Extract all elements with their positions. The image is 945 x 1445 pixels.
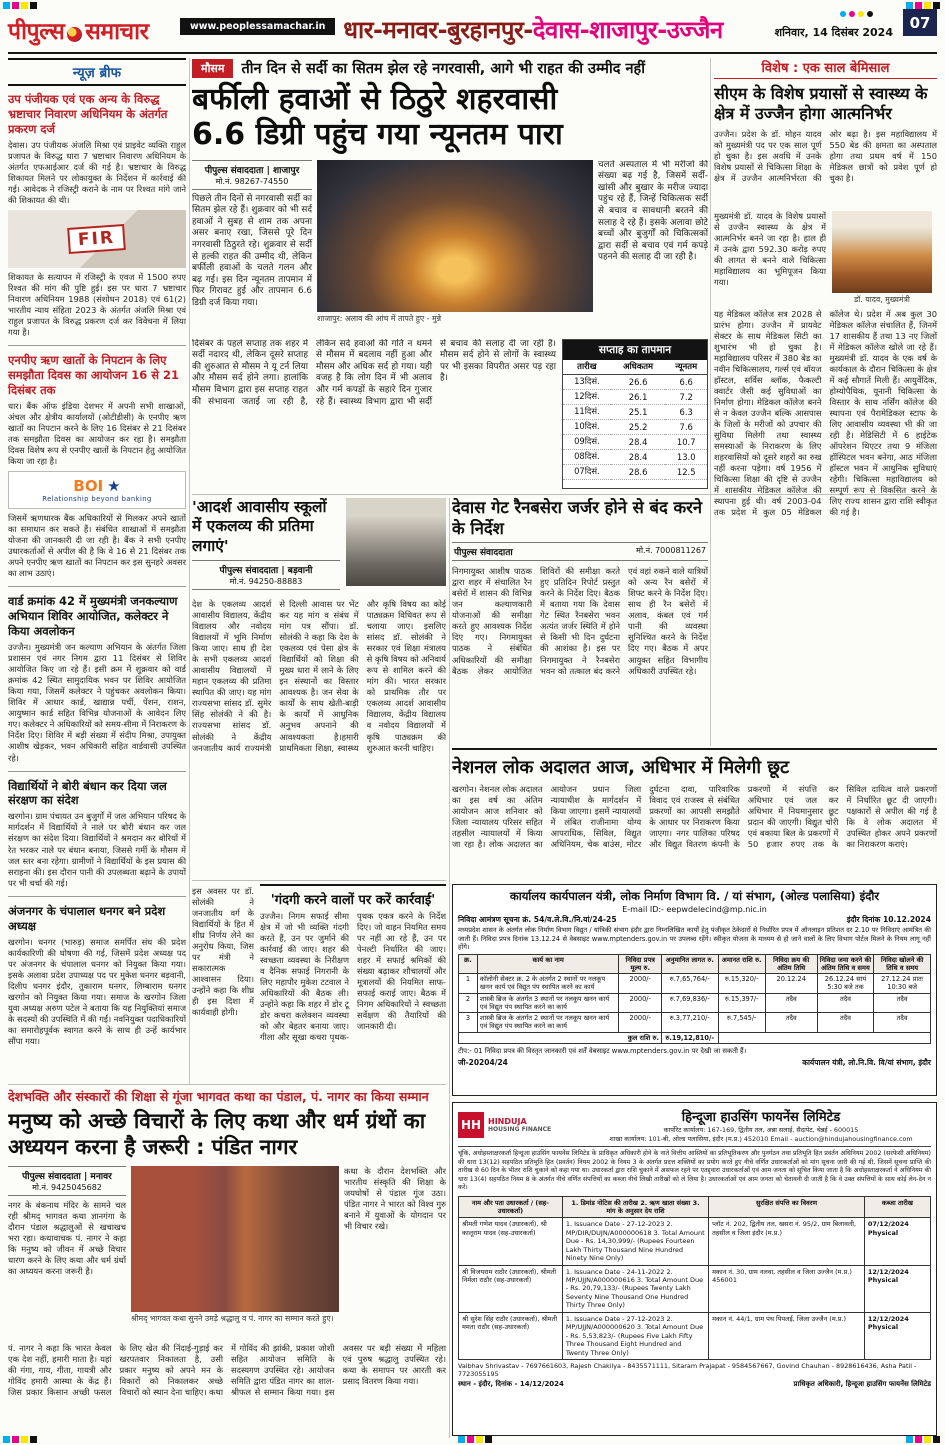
story-column [344, 1166, 446, 1338]
cleanliness-story [260, 884, 446, 1082]
borrower-name: श्री विजयराम राठौर (उधारकर्ता), श्रीमती निर्मला राठौर (सह-उधारकर्ता) [459, 1265, 563, 1312]
tender-cell: तदैव [874, 1013, 931, 1032]
reporter-phone: मो.नं. 7000811267 [636, 546, 706, 556]
possession-date-value: 07/12/2024 [867, 1220, 909, 1229]
story-bottom-row [192, 339, 708, 489]
temp-cell: 7.6 [665, 419, 707, 434]
possession-col-header: नाम और पता उधारकर्ता / (सह-उधारकर्ता) [459, 1196, 563, 1218]
tender-cell: 2000/- [619, 993, 661, 1012]
tender-place-date: इंदौर दिनांक 10.12.2024 [846, 915, 931, 924]
news-brief-column [8, 58, 186, 1084]
article-body: कथा के दौरान देशभक्ति और भारतीय संस्कृति की शिक्षा के जयघोषों से पंडाल गूंज उठा। पंडित नागर ने भारत को विश्व गुरु बनाने में युवाओं के योगदान पर भी विचार रखे। [344, 1166, 446, 1232]
possession-col-header: सुरक्षित संपत्ति का विवरण [709, 1196, 865, 1218]
divider [8, 586, 186, 587]
reporter-phone: मो.नं. 98267-74550 [215, 176, 289, 186]
weather-story [192, 58, 708, 492]
region-names-dark: धार-मनावर-बुरहानपुर- [343, 16, 533, 44]
tender-col-header: निविदा प्रपत्र मूल्य रु. [619, 954, 661, 973]
article-body: पिछले तीन दिनों से नगरवासी सर्दी का सितम झेल रहे हैं। शुक्रवार को भी सर्द हवाओं ने सुबह से शाम तक अपना असर बनाए रखा, जिससे पूरे दिन नगरवासी ठिठुरते रहे। शुक्रवार से सर्दी से हल्की राहत की उम्मीद थी, लेकिन बर्फीली हवाओं के चलते गलन और बढ़ गई। इस दिन न्यूनतम तापमान में फिर गिरावट हुई और तापमान 6.6 डिग्री दर्ज किया गया। [192, 193, 312, 309]
hinduja-brand-line1: HINDUJA [488, 1116, 527, 1126]
photo-caption: डॉ. यादव, मुख्यमंत्री [854, 295, 910, 304]
adarsh-story-continued: इस अवसर पर डॉ. सोलंकी ने जनजातीय वर्ग के विद्यार्थियों के हित में शीघ्र निर्णय लेने का अनुरोध किया, जिस पर मंत्री ने सकारात्मक आश्वासन दिया। उन्होंने कहा कि शीघ्र ही इस दिशा में कार्यवाही होगी। [192, 886, 254, 1018]
tender-notice-number: निविदा आमंत्रण सूचना क्रं. 54/व.ले.वि./नि.यां/24-25 [458, 915, 617, 924]
temp-cell: 10दिसं. [563, 419, 611, 434]
brief-article-dhangar-president [8, 904, 186, 1047]
adarsh-schools-story [192, 498, 446, 878]
tender-ref-number: जी-20204/24 [458, 1057, 508, 1067]
temp-cell: 26.1 [611, 389, 666, 404]
weather-photo [317, 160, 593, 334]
tender-col-header: निविदा खोलने की तिथि व समय [874, 954, 931, 973]
registration-marks-bottom-center [458, 1436, 492, 1443]
page-number: 07 [903, 9, 937, 36]
brief-article-registrar-fir [8, 92, 186, 338]
fir-label: FIR [68, 224, 127, 254]
byline [452, 542, 708, 561]
possession-mode: Physical [867, 1323, 899, 1332]
article-body: पं. नागर ने कहा कि भारत केवल एक देश नहीं, हमारी माता है। यहां की गंगा, गाय, गीता, गायत्री और गोविंद हमारी आस्था के केंद्र हैं। जिस प्रकार किसान अच्छी फसल के लिए खेत की निंदाई-गुड़ाई कर खरपतवार निकालता है, उसी प्रकार मनुष्य को अपने मन के विकारों को निकालकर अच्छे विचारों को स्थान देना चाहिए। कथा में गोविंद की झांकी, प्रकाश जोशी सहित आयोजन समिति के सदस्यगण उपस्थित रहे। आयोजन समिति द्वारा पंडित नागर का शाल-श्रीफल से सम्मान किया गया। इस अवसर पर बड़ी संख्या में महिला एवं पुरुष श्रद्धालु उपस्थित रहे। कथा के समापन पर आरती कर प्रसाद वितरण किया गया। [8, 1343, 446, 1398]
meeting-photo-image [346, 498, 446, 586]
story-column [192, 160, 312, 334]
temp-cell: 25.1 [611, 404, 666, 419]
column-rule [449, 498, 450, 1438]
tender-total-value: रु.19,12,810/- [661, 1032, 718, 1043]
property-details: मकान नं. 30, ग्राम नलवा, तहसील व जिला उज्जैन (म.प्र.) 456001 [709, 1265, 865, 1312]
hinduja-contacts: Vaibhav Shrivastav - 7697661603, Rajesh Chakilya - 8435571111, Sitaram Prajapat - 9584567667, Govind Chauhan - 8928616436, Asha Patil - 7723055195 [458, 1361, 917, 1378]
temp-header-cell: अधिकतम [611, 360, 666, 375]
star-icon: ★ [107, 477, 121, 496]
notice-place-date: स्थान - इंदौर, दिनांक - 14/12/2024 [458, 1379, 564, 1388]
tender-cell: कॉलोनी सेक्टर क्र. 2 के अंतर्गत 2 स्थानों पर नलकूप खनन कार्य एवं विद्युत पंप स्थापित करने का कार्य [477, 974, 619, 993]
hinduja-auction-notice [452, 1102, 937, 1436]
tender-col-header: अनुमानित लागत रु. [661, 954, 718, 973]
hinduja-address-2: शाखा कार्यालय: 101-बी, ओल्ड पलासिया, इंदौर (म.प्र.) 452010 Email - auction@hindujahousingfinance.com [609, 1135, 913, 1143]
temp-cell: 28.4 [611, 449, 666, 464]
demand-details: 1. Issuance Date - 27-12-2023 2. MP/UJJN/A000000620 3. Total Amount Due - Rs. 5,53,823/- (Rupees Five Lakh Fifty Three Thousand Eight Hundred and Twenty Three Only) [562, 1312, 708, 1359]
table-row [563, 389, 707, 404]
possession-date-value: 12/12/2024 [867, 1314, 909, 1323]
temp-cell: 12दिसं. [563, 389, 611, 404]
tender-cell: 20.12.24 [765, 974, 817, 993]
tender-table [458, 954, 931, 1044]
section-rule [8, 1084, 446, 1085]
reporter-byline: पीपुल्स संवाददाता | मनावर [22, 1172, 112, 1183]
story-header-row [192, 498, 446, 594]
tender-col-header: निविदा क्रय की अंतिम तिथि [765, 954, 817, 973]
article-headline: एनपीए ऋण खातों के निपटान के लिए समझौता दिवस का आयोजन 16 से 21 दिसंबर तक [8, 353, 180, 398]
edition-regions [308, 13, 758, 46]
hinduja-legal-text: चूंकि, अधोहस्ताक्षरकर्ता हिन्दूजा हाउसिंग फायनेंस लिमिटेड के प्राधिकृत अधिकारी होने के नाते वित्तीय आस्तियों का प्रतिभूतिकरण और पुनर्गठन तथा प्रतिभूति हित प्रवर्तन अधिनियम 2002 (सरफेसी अधिनियम) की धारा 13(12) सहपठित प्रतिभूति हित (प्रवर्तन) नियम 2002 के नियम 3 के अंतर्गत प्रदत्त शक्तियों का प्रयोग करते हुए नीचे वर्णित उधारकर्ताओं को मांग सूचना जारी की गई थी, जिसमें सूचना प्राप्ति की तारीख से 60 दिन के भीतर राशि चुकाने को कहा गया था। उधारकर्ता द्वारा राशि चुकाने में असफल रहने पर एतद्द्वारा उधारकर्ताओं एवं आम जनता को सूचित किया जाता है कि अधोहस्ताक्षरकर्ता ने अधिनियम की धारा 13(4) सहपठित नियम 8 के अंतर्गत नीचे वर्णित संपत्तियों का कब्जा नीचे लिखी तारीखों को ले लिया है। उधारकर्ताओं एवं आम जनता को चेतावनी दी जाती है कि वे उक्त संपत्तियों के साथ कोई लेन-देन न करें। [458, 1150, 931, 1191]
story-kicker: तीन दिन से सर्दी का सितम झेल रहे नगरवासी, आगे भी राहत की उम्मीद नहीं [241, 61, 645, 77]
tender-signature-row [458, 1058, 931, 1068]
column-rule [710, 58, 711, 746]
special-headline: सीएम के विशेष प्रयासों से स्वास्थ्य के क्षेत्र में उज्जैन होगा आत्मनिर्भर [714, 84, 928, 123]
bhagwat-katha-story [8, 1088, 446, 1438]
tender-notice [452, 884, 937, 1096]
column-rule [189, 58, 190, 1084]
tender-cell: शास्त्री ब्रिज के अंतर्गत 3 स्थानों पर नलकूप खनन कार्य एवं विद्युत पंप स्थापित करने का कार्य [477, 993, 619, 1012]
article-headline: 'गंदगी करने वालों पर करें कार्रवाई' [260, 884, 446, 911]
temp-cell: 28.4 [611, 434, 666, 449]
tender-cell: तदैव [765, 993, 817, 1012]
tender-cell: 26.12.24 सायं 5:30 बजे तक [817, 974, 874, 993]
katha-photo [131, 1166, 339, 1338]
tender-cell: तदैव [765, 1013, 817, 1032]
table-row [459, 1265, 931, 1312]
temp-cell: 13.0 [665, 449, 707, 464]
tender-col-header: कार्य का नाम [477, 954, 619, 973]
weather-section-tag: मौसम [192, 59, 233, 78]
tender-signatory: कार्यपालन यंत्री, लो.नि.वि. वि/यां संभाग, इंदौर [802, 1057, 931, 1067]
article-body: शिकायत के सत्यापन में रजिस्ट्री के एवज में 1500 रुपए रिश्वत की मांग की पुष्टि हुई। इस पर धारा 7 भ्रष्टाचार निवारण अधिनियम 1988 (संशोधन 2018) एवं 61(2) भारतीय न्याय संहिता 2023 के अंतर्गत अंजलि मिश्रा एवं राहुल प्रजापत के विरुद्ध प्रकरण दर्ज कर विवेचना में लिया गया है। [8, 272, 186, 338]
tender-total-label: कुल राशि रु. [459, 1032, 662, 1043]
tender-cell: 3 [459, 1013, 478, 1032]
brand-logo [67, 27, 82, 42]
tender-col-header: क्र. [459, 954, 478, 973]
news-brief-header: न्यूज़ ब्रीफ [8, 58, 186, 86]
devas-gate-story [452, 498, 708, 744]
tender-cell: रु.7,545/- [718, 1013, 765, 1032]
tender-cell: तदैव [874, 993, 931, 1012]
article-body: जिसमें ऋणधारक बैंक अधिकारियों से मिलकर अपने खातों का समाधान कर सकते हैं। संबंधित शाखाओं में समझौता योजना की जानकारी दी जा रही है। बैंक ने सभी एनपीए उधारकर्ताओं से अपील की है कि वे 16 से 21 दिसंबर तक अपने एनपीए ऋण खातों का निपटान कर इस सुनहरे अवसर का लाभ उठाएं। [8, 513, 186, 579]
tender-empty-cell [718, 1032, 930, 1043]
story-top-row [192, 160, 708, 334]
lok-adalat-story [452, 748, 937, 878]
tender-cell: तदैव [817, 993, 874, 1012]
website-url: www.peoplessamachar.in [190, 21, 326, 32]
reporter-byline: पीपुल्स संवाददाता | शाजापुर [204, 165, 300, 176]
tender-col-header: अमानत राशि रु. [718, 954, 765, 973]
tender-cell: शास्त्री ब्रिज के अंतर्गत 2 स्थानों पर नलकूप खनन कार्य एवं विद्युत पंप स्थापित करने का कार्य [477, 1013, 619, 1032]
table-total-row [459, 1032, 931, 1043]
tender-cell: 27.12.24 प्रातः 10:30 बजे [874, 974, 931, 993]
reporter-byline: पीपुल्स संवाददाता [454, 548, 513, 559]
boi-logo-text: BOI [73, 477, 104, 496]
authorized-officer: प्राधिकृत अधिकारी, हिन्दूजा हाउसिंग फायनेंस लिमिटेड [793, 1379, 931, 1388]
boi-tagline: Relationship beyond banking [42, 495, 152, 504]
tender-email: E-mail ID:- eepwdelecind@mp.nic.in [622, 905, 767, 914]
headline-line-1: बर्फीली हवाओं से ठिठुरे शहरवासी [192, 82, 558, 117]
temp-cell: 26.6 [611, 374, 666, 389]
hinduja-brand-line2: HOUSING FINANCE [488, 1126, 552, 1134]
article-body: मुख्यमंत्री डॉ. यादव के विशेष प्रयासों से उज्जैन स्वास्थ्य के क्षेत्र में आत्मनिर्भर बनने जा रहा है। हाल ही में उनके द्वारा 592.30 करोड़ रुपए की लागत से बनने वाले चिकित्सा महाविद्यालय का भूमिपूजन किया गया। [714, 211, 826, 288]
hinduja-header [458, 1107, 931, 1147]
weather-photo-image [317, 160, 593, 312]
table-row [459, 1218, 931, 1265]
table-header-row [459, 1196, 931, 1218]
article-headline: देवास गेट रैनबसेरा जर्जर होने से बंद करने के निर्देश [452, 498, 703, 538]
tender-notice-line [458, 915, 931, 925]
story-column [8, 1166, 126, 1338]
tender-cell: रु.15,397/- [718, 993, 765, 1012]
temp-header-cell: तारीख [563, 360, 611, 375]
table-row [563, 419, 707, 434]
headline-line-2: 6.6 डिग्री पहुंच गया न्यूनतम पारा [192, 116, 563, 152]
reporter-phone: मो.नं. 9425045682 [32, 1183, 102, 1193]
table-row [563, 374, 707, 389]
brand-name-second: समाचार [85, 19, 149, 45]
reporter-phone: मो.नं. 94250-88883 [229, 577, 303, 587]
special-section-header: विशेष : एक साल बेमिसाल [714, 58, 937, 79]
temperature-table-title: सप्ताह का तापमान [563, 340, 707, 360]
table-header-row [459, 954, 931, 973]
article-body: देवास। उप पंजीयक अंजलि मिश्रा एवं प्राइवेट व्यक्ति राहुल प्रजापत के विरुद्ध धारा 7 भ्रष्टाचार निवारण अधिनियम के अंतर्गत एफआईआर दर्ज की गई है। भ्रष्टाचार के विरुद्ध शिकायत मिलने पर लोकायुक्त के निर्देशन में कार्रवाई की गई। आवेदक ने रजिस्ट्री कराने के नाम पर रिश्वत मांगे जाने की शिकायत की थी। [8, 139, 186, 205]
borrower-name: श्रीमती गणेश यादव (उधारकर्ता), श्री कालूराम यादव (सह-उधारकर्ता) [459, 1218, 563, 1265]
byline [192, 560, 340, 590]
tender-cell: 2 [459, 993, 478, 1012]
boi-logo [8, 471, 186, 509]
temp-header-cell: न्यूनतम [665, 360, 707, 375]
hinduja-address-1: कार्पोरेट कार्यालय: 167-169, द्वितीय तल, अन्ना सलाई, सैदापेट, चेन्नई - 600015 [663, 1126, 859, 1134]
hinduja-logo-mark: HH [458, 1112, 484, 1138]
article-headline: 'आदर्श आवासीय स्कूलों में एकलव्य की प्रतिमा लगाएं' [192, 498, 327, 555]
brief-article-cm-camp [8, 594, 186, 763]
hinduja-title: हिन्दूजा हाउसिंग फायनेंस लिमिटेड [681, 1110, 841, 1125]
temp-cell: 11दिसं. [563, 404, 611, 419]
hinduja-logo [458, 1112, 583, 1138]
story-kicker: देशभक्ति और संस्कारों की शिक्षा से गूंजा भागवत कथा का पंडाल, पं. नागर का किया सम्मान [8, 1089, 429, 1104]
article-body: नगर के बंकनाथ मंदिर के सामने चल रही श्रीमद् भागवत कथा ज्ञानगंगा के दौरान पंडाल श्रद्धालुओं से खचाखच भरा रहा। कथावाचक पं. नागर ने कहा कि मनुष्य को जीवन में अच्छे विचार धारण करने के लिए कथा और धर्म ग्रंथों का अध्ययन करना जरूरी है। [8, 1200, 126, 1277]
masthead [8, 6, 937, 50]
possession-mode: Physical [867, 1276, 899, 1284]
article-body: देश के एकलव्य आदर्श आवासीय विद्यालय, केंद्रीय विद्यालय और नवोदय विद्यालयों में भूमि निर्माण किया जाए। साथ ही देश के सभी एकलव्य आदर्श आवासीय विद्यालयों में महान एकलव्य की प्रतिमा स्थापित की जाए। यह मांग राज्यसभा सांसद डॉ. सुमेर सिंह सोलंकी ने की है। राज्यसभा सांसद डॉ. सोलंकी ने केंद्रीय जनजातीय कार्य राज्यमंत्री से दिल्ली आवास पर भेंट कर यह मांग व संबंध में मांग पत्र सौंपा। डॉ. सोलंकी ने कहा कि देश के एकलव्य एवं पेसा क्षेत्र के विद्यार्थियों को शिक्षा की मुख्य धारा में लाने के लिए इन संस्थानों का विस्तार आवश्यक है। जन सेवा के कार्यों के साथ खेती-बाड़ी के कार्यों में आधुनिक अनुभव अपनाने की आवश्यकता है।हमारी प्राथमिकता शिक्षा, स्वास्थ्य और कृषि विषय का कोई पाठ्यक्रम विधिवत रूप से चलाया जाए। इसलिए सांसद डॉ. सोलंकी ने सरकार एवं शिक्षा मंत्रालय से कृषि विषय को अनिवार्य रूप से शामिल करने की मांग की। भारत सरकार को प्राथमिक तौर पर एकलव्य आदर्श आवासीय विद्यालय, केंद्रीय विद्यालय व नवोदय विद्यालयों में कृषि पाठ्यक्रम की शुरुआत करनी चाहिए। [192, 599, 446, 753]
property-details: मकान नं. 44/1, ग्राम पंथ पिपलई, जिला उज्जैन (म.प्र.) [709, 1312, 865, 1359]
temp-cell: 08दिसं. [563, 449, 611, 464]
temp-cell: 09दिसं. [563, 434, 611, 449]
tender-col-header: निविदा जमा करने की अंतिम तिथि व समय [817, 954, 874, 973]
article-headline: अंजनगर के चंपालाल धनगर बने प्रदेश अध्यक्ष [8, 903, 166, 933]
article-body: उज्जैन। निगम सफाई सीमा क्षेत्र में जो भी व्यक्ति गंदगी करते हैं, उन पर जुर्माने की कार्रवाई की जाए। शहर की स्वच्छता व्यवस्था के निरीक्षण व दैनिक सफाई निगरानी के लिए महापौर मुकेश टटवाल ने अधिकारियों की बैठक ली। उन्होंने कहा कि शहर में डोर टू डोर कचरा कलेक्शन व्यवस्था को और बेहतर बनाया जाए। गीला और सूखा कचरा पृथक-पृथक एकत्र करने के निर्देश दिए। जो वाहन नियमित समय पर नहीं आ रहे हैं, उन पर पेनल्टी निर्धारित की जाए। शहर में सफाई श्रमिकों की संख्या बढ़ाकर शौचालयों और मूत्रालयों की नियमित साफ-सफाई कराई जाए। बैठक में निगम अधिकारियों ने स्वच्छता सर्वेक्षण की तैयारियों की जानकारी दी। [260, 911, 446, 1043]
photo-caption: शाजापुर: अलाव की आंच में तापते हुए - मुन्ने [317, 313, 442, 323]
main-headline [192, 83, 708, 153]
story-photo-row [8, 1166, 446, 1338]
hinduja-footer [458, 1380, 931, 1389]
possession-col-header: 1. डिमांड नोटिस की तारीख 2. ऋण खाता संख्या 3. मांग के अनुसार देय राशि [562, 1196, 708, 1218]
brief-article-boi-settlement [8, 353, 186, 579]
color-dots [840, 11, 873, 17]
possession-date [864, 1218, 930, 1265]
katha-photo-image [131, 1166, 339, 1312]
issue-date: शनिवार, 14 दिसंबर 2024 [774, 26, 893, 39]
article-body: चलते अस्पताल में भी मरीजों की संख्या बढ़ गई है, जिसमें सर्दी-खांसी और बुखार के मरीज ज्यादा पहुंच रहे हैं, जिन्हें चिकित्सक सर्दी से बचाव व सावधानी बरतने की सलाह दे रहे हैं। इसके अलावा छोटे बच्चों और बुजुर्गों को चिकित्सकों द्वारा सर्दी से बचाव एवं गर्म कपड़े पहनने की सलाह दी जा रही है। [598, 159, 708, 263]
possession-col-header: कब्जा तारीख [864, 1196, 930, 1218]
article-body: खरगोन। ग्राम पंचायत उन बुजुर्गों में जल अभियान परिषद के मार्गदर्शन में विद्यार्थियों ने नाले पर बोरी बंधान कर जल संरक्षण का संदेश दिया। विद्यार्थियों ने श्रमदान कर बोरियों में रेत भरकर नाले पर बंधान बनाया, जिससे गर्मी के मौसम में जल स्तर बना रहेगा। ग्रामीणों ने विद्यार्थियों के इस प्रयास की सराहना की। इस दौरान पानी की उपलब्धता बढ़ाने के उपायों पर भी चर्चा की गई। [8, 811, 186, 888]
temp-cell: 10.7 [665, 434, 707, 449]
tender-cell: 2000/- [619, 1013, 661, 1032]
table-row [563, 464, 707, 479]
possession-mode: Physical [867, 1228, 899, 1237]
possession-date-value: 12/12/2024 [867, 1267, 909, 1276]
article-body: निगमायुक्त आशीष पाठक द्वारा शहर में संचालित रैन बसेरों में शासन की विभिन्न जन कल्याणकारी योजनाओं की समीक्षा करते हुए आवश्यक निर्देश दिए गए। निगमायुक्त पाठक ने संबंधित अधिकारियों की समीक्षा बैठक लेकर आयोजित शिविरों की समीक्षा करते हुए प्रतिदिन रिपोर्ट प्रस्तुत करने के निर्देश दिए। बैठक में बताया गया कि देवास गेट स्थित रैनबसेरा भवन अत्यंत जर्जर स्थिति में होने से किसी भी दिन दुर्घटना की आशंका है। इस पर निगमायुक्त ने रैनबसेरा भवन को तत्काल बंद करने एवं वहां रुकने वाले यात्रियों को अन्य रैन बसेरों में शिफ्ट करने के निर्देश दिए। साथ ही रैन बसेरों में अलाव, कंबल एवं गर्म पानी की व्यवस्था सुनिश्चित करने के निर्देश दिए गए। बैठक में अपर आयुक्त सहित विभागीय अधिकारी उपस्थित रहे। [452, 566, 708, 676]
cm-photo-image [832, 211, 932, 293]
photo-caption: श्रीमद् भागवत कथा सुनने उमड़े श्रद्धालु व पं. नागर का सम्मान करते हुए। [131, 1314, 334, 1324]
registration-marks-bottom-right [906, 1436, 940, 1443]
tender-cell: रु.7,65,764/- [661, 974, 718, 993]
table-row [563, 449, 707, 464]
possession-table [458, 1196, 931, 1360]
temp-cell: 6.6 [665, 374, 707, 389]
tender-cell: रु.7,69,836/- [661, 993, 718, 1012]
temp-cell: 07दिसं. [563, 464, 611, 479]
table-row [459, 1013, 931, 1032]
brief-article-water-conservation [8, 779, 186, 889]
cm-photo [832, 211, 932, 305]
story-kicker-row [192, 58, 708, 78]
temp-cell: 6.3 [665, 404, 707, 419]
brand-name-first: पीपुल्स [8, 19, 65, 45]
article-headline: उप पंजीयक एवं एक अन्य के विरुद्ध भ्रष्टाचार निवारण अधिनियम के अंतर्गत प्रकरण दर्ज [8, 92, 168, 136]
tender-cell: 2000/- [619, 974, 661, 993]
reporter-byline: पीपुल्स संवाददाता | बड़वानी [219, 566, 313, 577]
story-column [598, 160, 708, 334]
tender-cell: तदैव [817, 1013, 874, 1032]
masthead-rule [8, 52, 937, 54]
article-headline: वार्ड क्रमांक 42 में मुख्यमंत्री जनकल्याण अभियान शिविर आयोजित, कलेक्टर ने किया अवलोकन [8, 594, 178, 639]
tender-cell: 1 [459, 974, 478, 993]
divider [8, 771, 186, 772]
table-row [459, 974, 931, 993]
possession-date [864, 1265, 930, 1312]
demand-details: 1. Issuance Date - 24-11-2022 2. MP/UJJN/A000000616 3. Total Amount Due - Rs. 20,79,133/- (Rupees Twenty Lakh Seventy Nine Thousand One Hundred Thirty Three Only) [562, 1265, 708, 1312]
section-rule [192, 880, 446, 881]
tender-note: टीप:- 01 निविदा प्रपत्र की विस्तृत जानकारी एवं शर्तें वेबसाइट www.mptenders.gov.in पर देखी जा सकती हैं। [458, 1046, 747, 1055]
temp-cell: 13दिसं. [563, 374, 611, 389]
special-story [714, 58, 937, 744]
divider [8, 896, 186, 897]
article-body: खरगोन। धनगर (भारुड़) समाज समर्पित संघ की प्रदेश कार्यकारिणी की घोषणा की गई, जिसमें प्रदेश अध्यक्ष पद पर अंजनगर के चंपालाल धनगर को नियुक्त किया गया। इसके अलावा प्रदेश उपाध्यक्ष पद पर मुकेश धनगर बड़वानी, दिलीप धनगर इंदौर, तुकाराम धनगर, लिम्बाराम धनगर खरगोन को नियुक्त किया गया। समाज के खरगोन जिला युवा अध्यक्ष अरुण पटेल ने बताया कि यह नियुक्तियां समाज के सदस्यों की उपस्थिति में की गईं। नवनियुक्त पदाधिकारियों का समारोहपूर्वक स्वागत करने के साथ ही उन्हें कार्यभार सौंपा गया। [8, 936, 186, 1046]
tender-cell: रु.3,77,210/- [661, 1013, 718, 1032]
meeting-photo [346, 498, 446, 594]
article-body: दिसंबर के पहले सप्ताह तक शहर में सर्दी नदारद थी, लेकिन दूसरे सप्ताह की शुरुआत से मौसम ने यू टर्न लिया और मौसम सर्द होने लगा। हालांकि मौसम विभाग द्वारा इस सप्ताह राहत की संभावना जताई जा रही है, लेकिन सर्द हवाओं की गति न थमने से मौसम में बदलाव नहीं हुआ और मौसम और अधिक सर्द हो गया। यही वजह है कि लोग दिन में भी अलाव और गर्म कपड़ों के सहारे दिन गुजार रहे हैं। स्वास्थ्य विभाग द्वारा भी सर्दी से बचाव की सलाह दी जा रही है। मौसम सर्द होने से लोगों के स्वास्थ्य पर भी इसका विपरीत असर पड़ रहा है। [192, 338, 556, 407]
fir-photo [8, 210, 186, 268]
tender-intro: मध्यप्रदेश शासन के अंतर्गत लोक निर्माण विभाग विद्युत / यांत्रिकी संभाग इंदौर द्वारा निम्नलिखित कार्यों हेतु पंजीकृत ठेकेदारों से निर्धारित प्रपत्र में ऑनलाइन प्रतिशत दर 2.10 पर निविदाएं आमंत्रित की जाती हैं। निविदा प्रपत्र दिनांक 13.12.24 से वेबसाइट www.mptenders.gov.in पर उपलब्ध रहेंगे। स्वीकृत योजना के माध्यम से हो जाने वालों के लिए विभाग पोर्टल मिलने के नियम लागू नहीं होंगे। [458, 926, 931, 952]
byline [192, 160, 312, 190]
article-headline: मनुष्य को अच्छे विचारों के लिए कथा और धर्म ग्रंथों का अध्ययन करना है जरूरी : पंडित नागर [8, 1109, 426, 1159]
possession-date [864, 1312, 930, 1359]
table-row [459, 1312, 931, 1359]
temp-cell: 28.6 [611, 464, 666, 479]
article-body: उज्जैन। मुख्यमंत्री जन कल्याण अभियान के अंतर्गत जिला प्रशासन एवं नगर निगम द्वारा 11 दिसंबर से शिविर आयोजित किए जा रहे हैं। इसी क्रम में शुक्रवार को वार्ड क्रमांक 42 स्थित सामुदायिक भवन पर शिविर आयोजित किया गया, जिसमें कलेक्टर ने पहुंचकर अवलोकन किया। शिविर में आधार कार्ड, खाद्यान्न पर्ची, पेंशन, राशन, आयुष्मान कार्ड सहित विभिन्न योजनाओं के आवेदन लिए गए। कलेक्टर ने अधिकारियों को समय-सीमा में निराकरण के निर्देश दिए। शिविर में बड़ी संख्या में संदीप मिश्रा, उपायुक्त आशीष खेड़कर, भवन अधिकारी सहित वार्डवासी उपस्थित रहे। [8, 642, 186, 763]
byline [8, 1166, 126, 1196]
tender-cell: रु.15,320/- [718, 974, 765, 993]
table-row [459, 993, 931, 1012]
temp-cell: 12.5 [665, 464, 707, 479]
divider [8, 345, 186, 346]
region-names-magenta: देवास-शाजापुर-उज्जैन [532, 16, 723, 44]
article-body: खरगोन। नेशनल लोक अदालत का इस वर्ष का अंतिम आयोजन आज शनिवार को जिला न्यायालय परिसर सहित तहसील न्यायालयों में किया जा रहा है। लोक अदालत का आयोजन प्रधान जिला न्यायाधीश के मार्गदर्शन में किया जाएगा। इसमें न्यायालयों में लंबित राजीनामा योग्य आपराधिक, सिविल, विद्युत अधिनियम, चेक बाउंस, मोटर दुर्घटना दावा, पारिवारिक विवाद एवं राजस्व से संबंधित प्रकरणों का आपसी समझौते के आधार पर निराकरण किया जाएगा। नगर पालिका परिषद और विद्युत वितरण कंपनी के प्रकरणों में संपत्ति कर अधिभार एवं जल कर अधिभार में नियमानुसार छूट प्रदान की जाएगी। विद्युत चोरी एवं बकाया बिल के प्रकरणों में 50 हजार रुपए तक के सिविल दायित्व वाले प्रकरणों में निर्धारित छूट दी जाएगी। पक्षकारों से अपील की गई है कि वे लोक अदालत में उपस्थित होकर अपने प्रकरणों का निराकरण कराएं। [452, 784, 937, 850]
article-headline: नेशनल लोक अदालत आज, अधिभार में मिलेगी छूट [452, 748, 937, 779]
borrower-name: श्री सुरेश सिंह राठौर (उधारकर्ता), श्रीमती ममता राठौर (सह-उधारकर्ता) [459, 1312, 563, 1359]
article-body: यह मेडिकल कॉलेज सत्र 2028 से प्रारंभ होगा। उज्जैन में प्रायवेट सेक्टर के साथ मेडिकल सिटी का शुभारंभ भी हो चुका है। महाविद्यालय परिसर में 380 बेड का नवीन चिकित्सालय, गर्ल्स एवं बॉयज हॉस्टल, सर्विस ब्लॉक, फैकल्टी क्वार्टर जैसी कई सुविधाओं का निर्माण होगा। मेडिकल कॉलेज बनने से न केवल उज्जैन बल्कि आसपास के जिलों के मरीजों को उपचार की सुविधा मिलेगी तथा स्वास्थ्य समस्याओं के निराकरण के लिए शहरवासियों को दूसरे शहरों का रुख नहीं करना पड़ेगा। वर्ष 1956 में चिकित्सा शिक्षा की दृष्टि से उज्जैन में शासकीय मेडिकल कॉलेज की स्थापना हुई थी। वर्ष 2003-04 तक प्रदेश में कुल 05 मेडिकल कॉलेज थे। प्रदेश में अब कुल 30 मेडिकल कॉलेज संचालित हैं, जिनमें 17 शासकीय हैं तथा 13 नए जिलों में मेडिकल कॉलेज खोले जा रहे हैं। मुख्यमंत्री डॉ. यादव के एक वर्ष के कार्यकाल के दौरान चिकित्सा के क्षेत्र में कई सौगातें मिली हैं। आयुर्वेदिक, होम्योपैथिक, यूनानी चिकित्सा के विस्तार के साथ नर्सिंग कॉलेज की स्थापना एवं पैरामेडिकल स्टाफ के लिए आवासीय व्यवस्था भी की जा रही है। मेडिसिटी में 6 हाईटेक ऑपरेशन थिएटर तथा 9 मंजिला हॉस्पिटल भवन बनेगा, आठ मंजिला हॉस्टल भवन में आधुनिक सुविधाएं रहेंगी। चिकित्सा महाविद्यालय को सम्पूर्ण रूप से विकसित करने के लिए राज्य शासन द्वारा राशि स्वीकृत की गई है। [714, 308, 937, 518]
table-row [563, 434, 707, 449]
temp-cell: 7.2 [665, 389, 707, 404]
article-body: धार। बैंक ऑफ इंडिया देशभर में अपनी सभी शाखाओं, अंचल और क्षेत्रीय कार्यालयों (ओटीडीसी) के एनपीए ऋण खातों का निपटान करने के लिए 16 दिसंबर से 21 दिसंबर तक समझौता दिवस का आयोजन कर रहा है। समझौता दिवस विशेष रूप से एनपीए खातों के निपटान हेतु आयोजित किया जा रहा है। [8, 401, 186, 467]
table-row [563, 404, 707, 419]
temp-cell: 25.2 [611, 419, 666, 434]
property-details: प्लॉट नं. 202, द्वितीय तल, खसरा नं. 95/2, ग्राम बिलावली, तहसील व जिला इंदौर (म.प्र.) [709, 1218, 865, 1265]
special-photo-row [714, 211, 937, 305]
article-headline: विद्यार्थियों ने बोरी बंधान कर दिया जल संरक्षण का संदेश [8, 778, 167, 808]
tender-office-title: कार्यालय कार्यपालन यंत्री, लोक निर्माण विभाग वि. / यां संभाग, (ओल्ड पलासिया) इंदौर [509, 889, 880, 903]
demand-details: 1. Issuance Date - 27-12-2023 2. MP/DIR/DUJN/A000000618 3. Total Amount Due - Rs. 14,30,999/- (Rupees Fourteen Lakh Thirty Thousand Nine Hundred Ninety Nine Only) [562, 1218, 708, 1265]
article-body: उज्जैन। प्रदेश के डॉ. मोहन यादव को मुख्यमंत्री पद पर एक साल पूर्ण हो चुका है। इस अवधि में उनके विशेष प्रयासों से चिकित्सा शिक्षा के क्षेत्र में उज्जैन आत्मनिर्भरता की ओर बढ़ा है। इस महाविद्यालय में 550 बेड की क्षमता का अस्पताल होगा तथा प्रथम वर्ष में 150 मेडिकल छात्रों को प्रवेश पूर्ण हो चुका है। [714, 129, 937, 184]
brand [8, 14, 149, 46]
temperature-table [562, 339, 708, 489]
